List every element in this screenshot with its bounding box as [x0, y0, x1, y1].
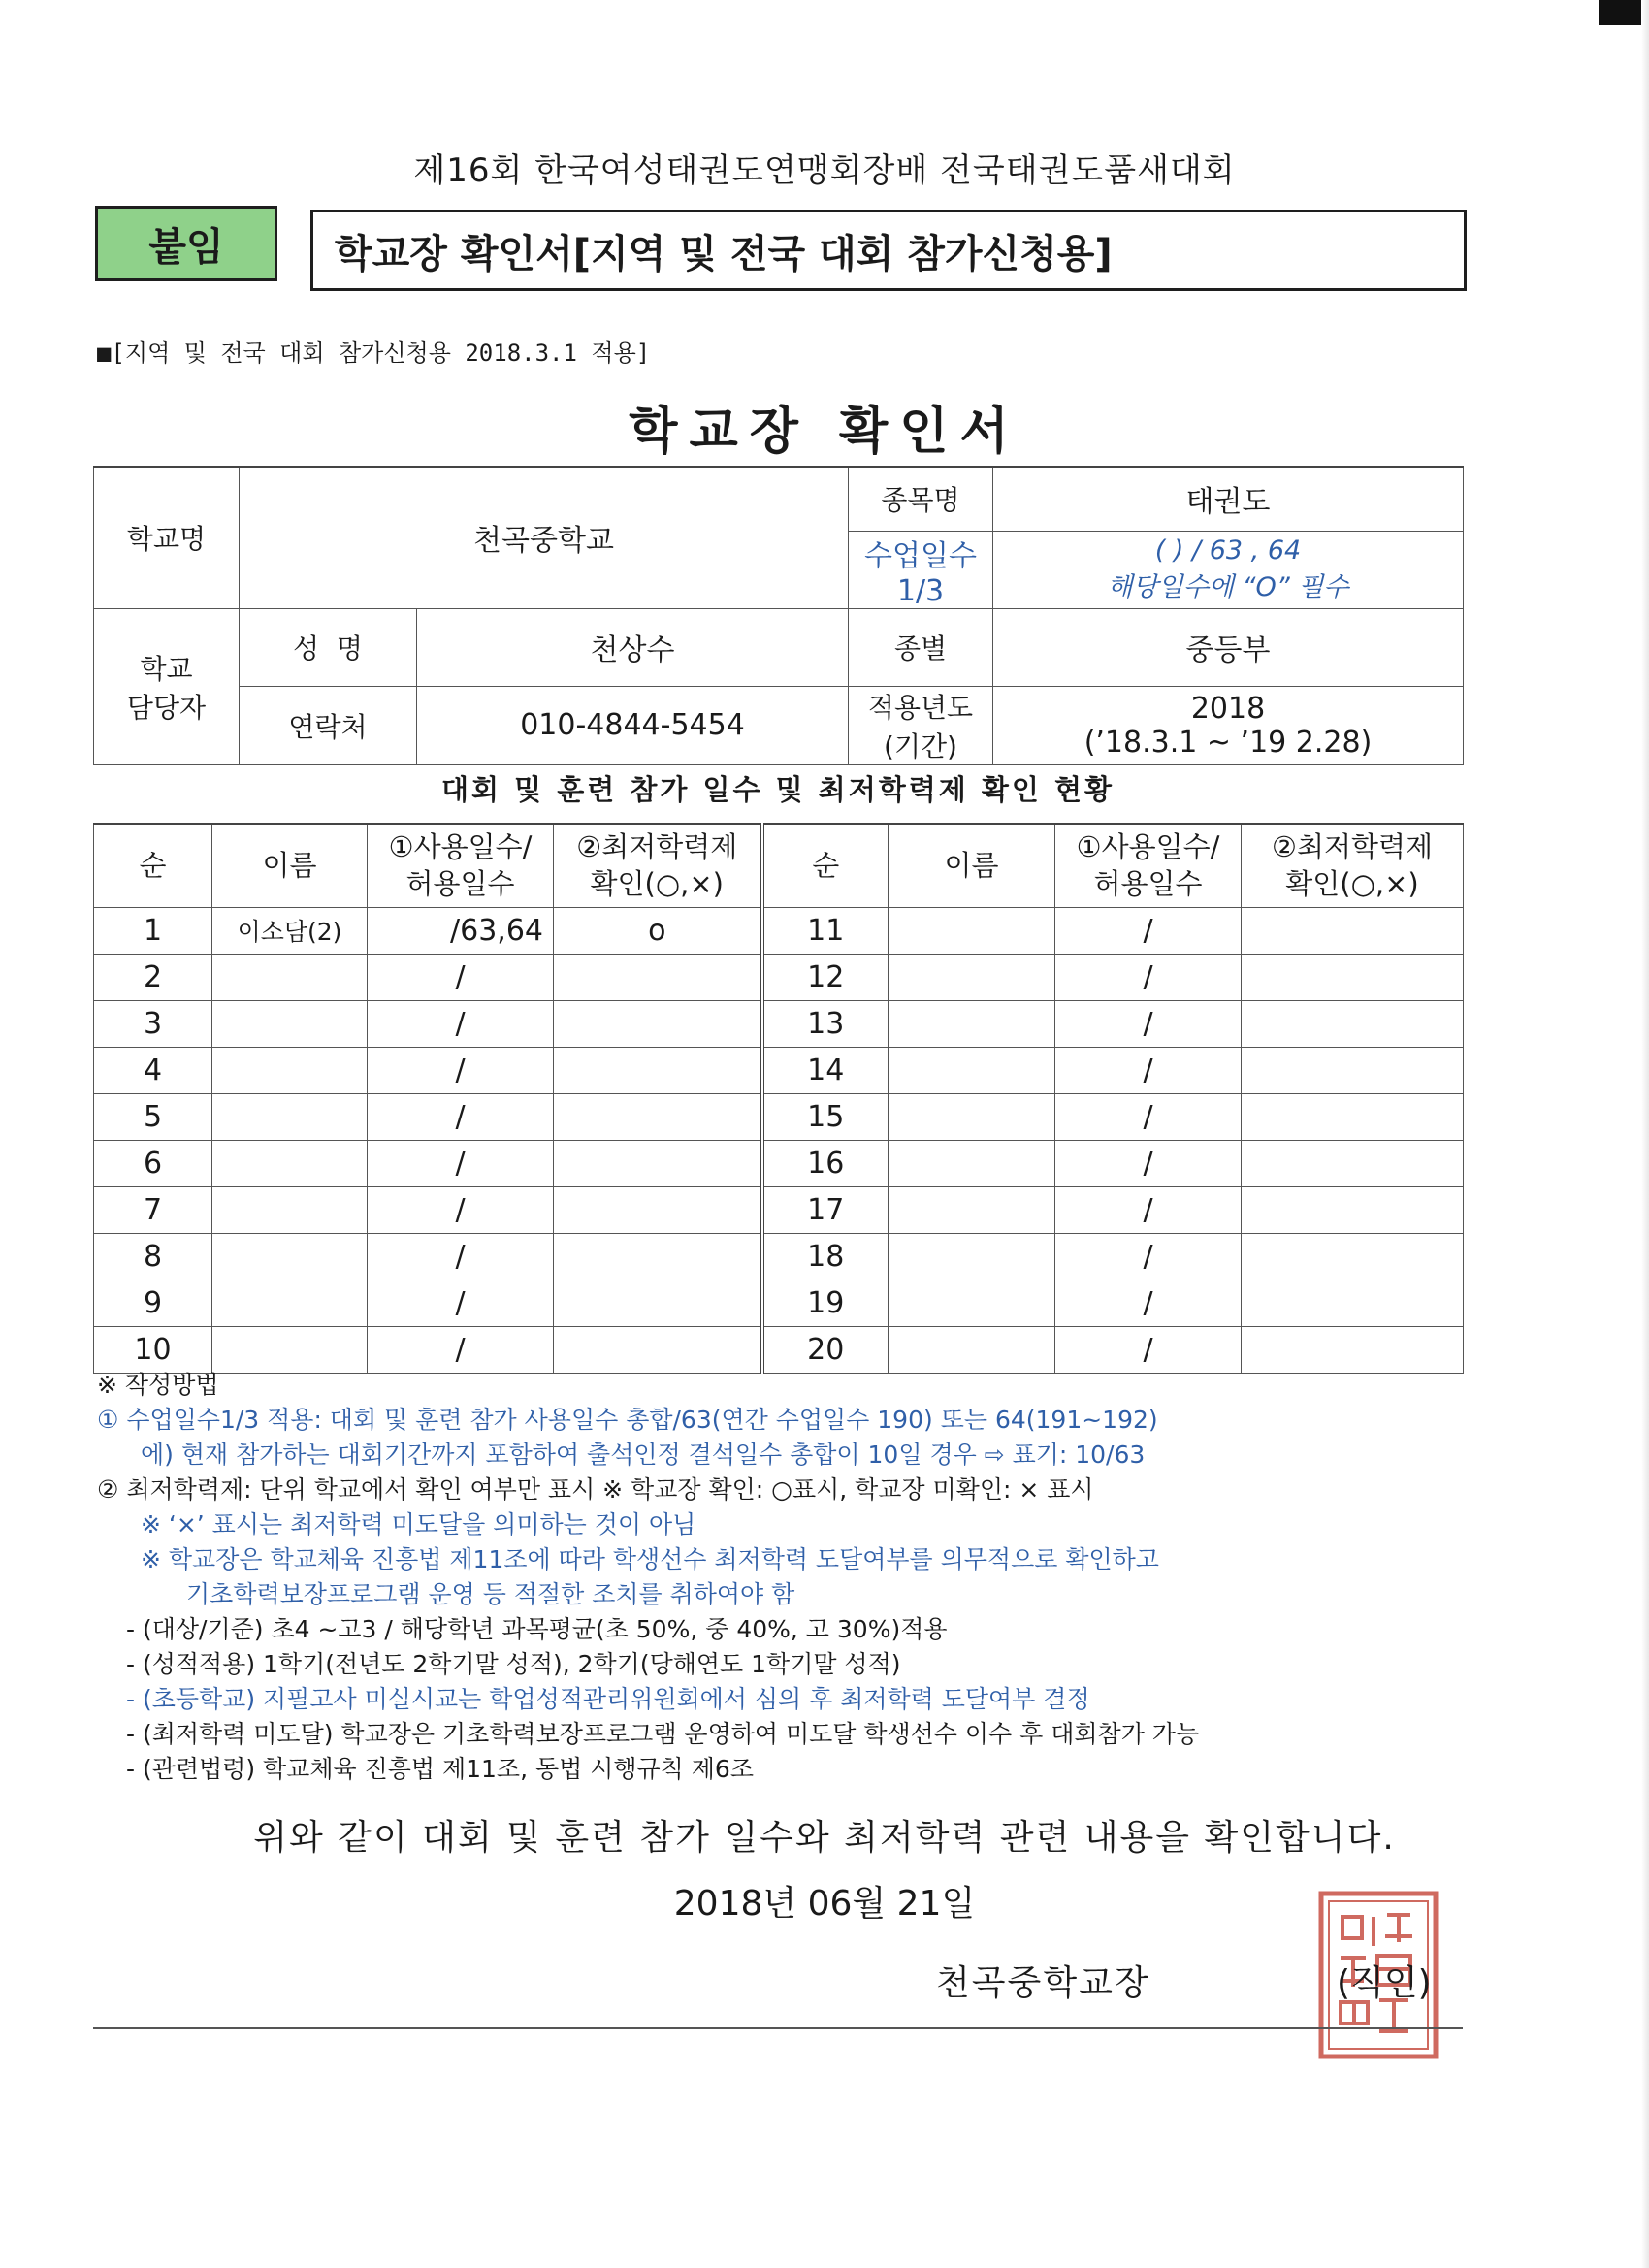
- row-no: 2: [94, 954, 212, 1000]
- contact-person-label-line2: 담당자: [126, 691, 207, 724]
- header-no-right: 순: [762, 824, 889, 907]
- instruction-item-1b: 에) 현재 참가하는 대회기간까지 포함하여 출석인정 결석일수 총합이 10일 경우 ⇨ 표기: 10/63: [141, 1441, 1146, 1469]
- header-days-left: [368, 824, 554, 907]
- row-days: /: [368, 1233, 554, 1280]
- header-days-line1: ①사용일수/: [388, 830, 533, 864]
- class-days-label-line2: 1/3: [896, 573, 945, 608]
- row-no: 17: [762, 1186, 889, 1233]
- row-check: [1242, 1233, 1464, 1280]
- row-no: 8: [94, 1233, 212, 1280]
- category-value: 중등부: [993, 608, 1464, 686]
- principal-signature: 천곡중학교장: [936, 1963, 1150, 2003]
- year-value-period: (’18.3.1 ~ ’19 2.28): [1083, 725, 1373, 760]
- row-days: /: [368, 1000, 554, 1047]
- contact-person-label-line1: 학교: [140, 652, 193, 685]
- header-no-left: 순: [94, 824, 212, 907]
- row-days: /: [1055, 1093, 1242, 1140]
- event-title: 제16회 한국여성태권도연맹회장배 전국태권도품새대회: [413, 151, 1236, 190]
- header-min-left: [554, 824, 762, 907]
- class-days-value: [993, 531, 1464, 608]
- row-name: [889, 1000, 1055, 1047]
- row-name: [889, 907, 1055, 954]
- row-check: [1242, 1326, 1464, 1373]
- row-check: [554, 1326, 762, 1373]
- instruction-dash-3: - (초등학교) 지필고사 미실시교는 학업성적관리위원회에서 심의 후 최저학력 도달여부 결정: [126, 1685, 1090, 1713]
- row-no: 15: [762, 1093, 889, 1140]
- row-days: /: [1055, 1186, 1242, 1233]
- header-min-line1: ②최저학력제: [1271, 830, 1434, 864]
- instruction-dash-5: - (관련법령) 학교체육 진흥법 제11조, 동법 시행규칙 제6조: [126, 1755, 754, 1783]
- phone-label: 연락처: [240, 686, 417, 764]
- row-check: [554, 1140, 762, 1186]
- row-no: 4: [94, 1047, 212, 1093]
- instruction-item-2-note1: ※ ‘×’ 표시는 최저학력 미도달을 의미하는 것이 아님: [141, 1510, 696, 1539]
- sport-label: 종목명: [849, 467, 993, 531]
- row-name: 이소담(2): [212, 907, 368, 954]
- header-min-right: [1242, 824, 1464, 907]
- header-name-left: 이름: [212, 824, 368, 907]
- row-no: 10: [94, 1326, 212, 1373]
- row-name: [889, 1280, 1055, 1326]
- class-days-required-note: 해당일수에 “O” 필수: [1107, 572, 1349, 602]
- row-check: [1242, 1093, 1464, 1140]
- row-check: [1242, 907, 1464, 954]
- row-check: [554, 1000, 762, 1047]
- header-min-line1: ②최저학력제: [576, 830, 738, 864]
- instructions: [97, 1368, 1474, 1787]
- row-name: [889, 1140, 1055, 1186]
- row-days: /: [1055, 1233, 1242, 1280]
- table-row: [94, 954, 1464, 1000]
- row-check: o: [554, 907, 762, 954]
- row-check: [1242, 954, 1464, 1000]
- roster-header-row: [94, 824, 1464, 907]
- table-row: [94, 1186, 1464, 1233]
- instruction-item-2-note2a: ※ 학교장은 학교체육 진흥법 제11조에 따라 학생선수 최저학력 도달여부를 의무적으로 확인하고: [141, 1545, 1159, 1573]
- class-days-label-line1: 수업일수: [864, 538, 977, 573]
- row-name: [212, 1233, 368, 1280]
- document-title: 학교장 확인서[지역 및 전국 대회 참가신청용]: [310, 210, 1467, 291]
- row-no: 13: [762, 1000, 889, 1047]
- row-name: [212, 1140, 368, 1186]
- year-label: [849, 686, 993, 764]
- row-days: /: [1055, 1000, 1242, 1047]
- row-no: 16: [762, 1140, 889, 1186]
- seal-mark-label: (직인): [1337, 1963, 1432, 2003]
- table-row: [94, 1047, 1464, 1093]
- row-days: /: [368, 1047, 554, 1093]
- bottom-divider: [93, 2027, 1463, 2029]
- row-check: [1242, 1140, 1464, 1186]
- year-label-line2: (기간): [884, 729, 957, 762]
- header-days-right: [1055, 824, 1242, 907]
- row-no: 3: [94, 1000, 212, 1047]
- class-days-fraction: ( ) / 63 , 64: [1154, 535, 1302, 566]
- row-days: /: [368, 1186, 554, 1233]
- class-days-label: [849, 531, 993, 608]
- person-name-label: 성 명: [240, 608, 417, 686]
- header-days-line2: 허용일수: [1093, 867, 1203, 901]
- table-row: [94, 1093, 1464, 1140]
- header-min-line2: 확인(○,×): [590, 867, 724, 901]
- instruction-item-2: ② 최저학력제: 단위 학교에서 확인 여부만 표시 ※ 학교장 확인: ○표시, 학교장 미확인: × 표시: [97, 1475, 1094, 1504]
- confirmation-statement: 위와 같이 대회 및 훈련 참가 일수와 최저학력 관련 내용을 확인합니다.: [253, 1818, 1396, 1858]
- row-no: 19: [762, 1280, 889, 1326]
- row-no: 9: [94, 1280, 212, 1326]
- row-name: [212, 1186, 368, 1233]
- row-name: [889, 1093, 1055, 1140]
- row-no: 6: [94, 1140, 212, 1186]
- instructions-title: ※ 작성방법: [97, 1371, 219, 1399]
- row-name: [889, 1186, 1055, 1233]
- row-days: /: [1055, 1140, 1242, 1186]
- instruction-dash-2: - (성적적용) 1학기(전년도 2학기말 성적), 2학기(당해연도 1학기말 성적): [126, 1650, 901, 1678]
- row-days: /: [1055, 907, 1242, 954]
- header-min-line2: 확인(○,×): [1285, 867, 1419, 901]
- row-no: 5: [94, 1093, 212, 1140]
- row-name: [212, 1093, 368, 1140]
- row-days: /: [1055, 1280, 1242, 1326]
- row-days: /63,64: [368, 907, 554, 954]
- table-row: [94, 1280, 1464, 1326]
- row-check: [554, 1233, 762, 1280]
- document-date: 2018년 06월 21일: [673, 1884, 976, 1924]
- row-days: /: [1055, 1047, 1242, 1093]
- sport-value: 태권도: [993, 467, 1464, 531]
- year-value-year: 2018: [1190, 691, 1266, 726]
- row-check: [554, 1280, 762, 1326]
- row-name: [889, 1326, 1055, 1373]
- row-days: /: [368, 1326, 554, 1373]
- roster-table: [93, 823, 1464, 1374]
- year-label-line1: 적용년도: [867, 691, 974, 724]
- row-name: [889, 1233, 1055, 1280]
- table-row: [94, 1140, 1464, 1186]
- row-days: /: [368, 1140, 554, 1186]
- header-days-line2: 허용일수: [405, 867, 515, 901]
- school-name-value: 천곡중학교: [240, 467, 849, 608]
- category-label: 종별: [849, 608, 993, 686]
- header-days-line1: ①사용일수/: [1076, 830, 1220, 864]
- year-value: [993, 686, 1464, 764]
- row-check: [1242, 1186, 1464, 1233]
- instruction-item-2-note2b: 기초학력보장프로그램 운영 등 적절한 조치를 취하여야 함: [186, 1580, 795, 1608]
- row-name: [212, 954, 368, 1000]
- row-days: /: [1055, 954, 1242, 1000]
- row-no: 18: [762, 1233, 889, 1280]
- row-name: [212, 1000, 368, 1047]
- row-check: [1242, 1280, 1464, 1326]
- row-check: [554, 1047, 762, 1093]
- table-row: [94, 907, 1464, 954]
- row-no: 12: [762, 954, 889, 1000]
- attachment-badge: 붙임: [95, 206, 277, 281]
- person-name-value: 천상수: [417, 608, 849, 686]
- row-name: [212, 1280, 368, 1326]
- roster-section-title: 대회 및 훈련 참가 일수 및 최저학력제 확인 현황: [440, 773, 1116, 806]
- header-name-right: 이름: [889, 824, 1055, 907]
- instruction-dash-4: - (최저학력 미도달) 학교장은 기초학력보장프로그램 운영하여 미도달 학생선수 이수 후 대회참가 가능: [126, 1720, 1200, 1748]
- row-days: /: [368, 1280, 554, 1326]
- row-check: [554, 954, 762, 1000]
- row-days: /: [368, 1093, 554, 1140]
- row-name: [889, 954, 1055, 1000]
- row-check: [1242, 1000, 1464, 1047]
- contact-person-label: [94, 608, 240, 764]
- row-no: 7: [94, 1186, 212, 1233]
- row-no: 14: [762, 1047, 889, 1093]
- row-no: 11: [762, 907, 889, 954]
- school-name-label: 학교명: [94, 467, 240, 608]
- school-info-table: [93, 466, 1464, 765]
- row-name: [212, 1047, 368, 1093]
- scan-edge-shadow: [1641, 0, 1649, 2268]
- instruction-dash-1: - (대상/기준) 초4 ~고3 / 해당학년 과목평균(초 50%, 중 40%, 고 30%)적용: [126, 1615, 948, 1643]
- phone-value: 010-4844-5454: [417, 686, 849, 764]
- application-note: ■[지역 및 전국 대회 참가신청용 2018.3.1 적용]: [97, 340, 651, 367]
- main-title: 학교장 확인서: [629, 403, 1020, 461]
- row-check: [1242, 1047, 1464, 1093]
- table-row: [94, 1326, 1464, 1373]
- row-check: [554, 1186, 762, 1233]
- table-row: [94, 1233, 1464, 1280]
- row-days: /: [368, 954, 554, 1000]
- table-row: [94, 1000, 1464, 1047]
- row-no: 20: [762, 1326, 889, 1373]
- instruction-item-1a: ① 수업일수1/3 적용: 대회 및 훈련 참가 사용일수 총합/63(연간 수업일수 190) 또는 64(191~192): [97, 1406, 1158, 1434]
- row-days: /: [1055, 1326, 1242, 1373]
- row-name: [889, 1047, 1055, 1093]
- row-name: [212, 1326, 368, 1373]
- row-check: [554, 1093, 762, 1140]
- row-no: 1: [94, 907, 212, 954]
